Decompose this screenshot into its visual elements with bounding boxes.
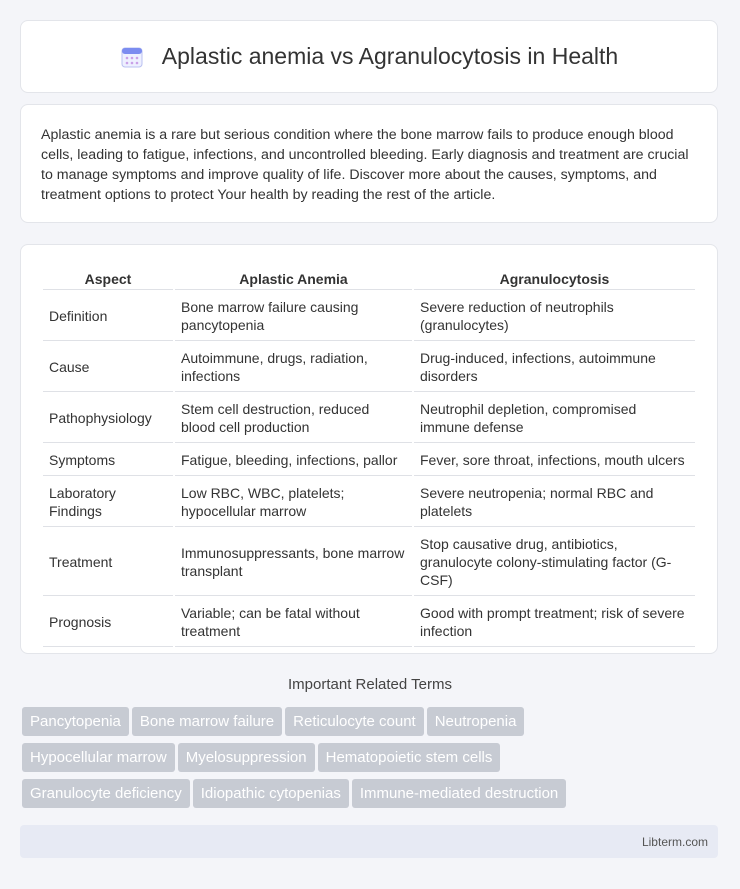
table-row: [43, 598, 695, 647]
table-cell: Low RBC, WBC, platelets; hypocellular marrow: [175, 478, 412, 527]
table-row: [43, 445, 695, 476]
table-row: [43, 394, 695, 443]
intro-text: Aplastic anemia is a rare but serious condition where the bone marrow fails to produce enough blood cells, leading to fatigue, infections, and uncontrolled bleeding. Early diagnosis and treatment are crucial to manage symptoms and improve quality of life. Discover more about the causes, symptoms, and treatment options to protect Your health by reading the rest of the article.: [41, 127, 689, 203]
related-term-tag[interactable]: Neutropenia: [427, 707, 525, 736]
intro-card: [20, 104, 718, 223]
table-row: [43, 529, 695, 596]
table-cell: Bone marrow failure causing pancytopenia: [175, 292, 412, 341]
table-row: [43, 343, 695, 392]
related-term-tag[interactable]: Bone marrow failure: [132, 707, 282, 736]
table-row: [43, 478, 695, 527]
table-cell: Neutrophil depletion, compromised immune defense: [414, 394, 695, 443]
table-cell: Autoimmune, drugs, radiation, infections: [175, 343, 412, 392]
column-header: Aplastic Anemia: [175, 265, 412, 290]
related-term-tag[interactable]: Granulocyte deficiency: [22, 779, 190, 808]
related-term-tag[interactable]: Reticulocyte count: [285, 707, 424, 736]
table-cell: Fatigue, bleeding, infections, pallor: [175, 445, 412, 476]
table-cell: Fever, sore throat, infections, mouth ulcers: [414, 445, 695, 476]
table-cell: Severe neutropenia; normal RBC and platelets: [414, 478, 695, 527]
table-cell: Laboratory Findings: [43, 478, 173, 527]
table-header-row: [43, 265, 695, 290]
table-cell: Treatment: [43, 529, 173, 596]
footer: [20, 825, 718, 858]
column-header: Aspect: [43, 265, 173, 290]
related-term-tag[interactable]: Hematopoietic stem cells: [318, 743, 501, 772]
page-title: Aplastic anemia vs Agranulocytosis in Health: [161, 43, 619, 69]
table-cell: Immunosuppressants, bone marrow transplant: [175, 529, 412, 596]
table-cell: Definition: [43, 292, 173, 341]
table-cell: Variable; can be fatal without treatment: [175, 598, 412, 647]
table-cell: Stop causative drug, antibiotics, granulocyte colony-stimulating factor (G-CSF): [414, 529, 695, 596]
table-row: [43, 292, 695, 341]
table-cell: Drug-induced, infections, autoimmune disorders: [414, 343, 695, 392]
related-terms-list: [22, 707, 722, 815]
table-cell: Cause: [43, 343, 173, 392]
footer-site-link[interactable]: Libterm.com: [641, 835, 708, 849]
table-cell: Severe reduction of neutrophils (granulocytes): [414, 292, 695, 341]
comparison-table: [41, 263, 697, 649]
comparison-card: [20, 244, 718, 654]
column-header: Agranulocytosis: [414, 265, 695, 290]
table-cell: Good with prompt treatment; risk of severe infection: [414, 598, 695, 647]
table-cell: Stem cell destruction, reduced blood cell production: [175, 394, 412, 443]
related-term-tag[interactable]: Idiopathic cytopenias: [193, 779, 349, 808]
calendar-icon: [120, 45, 144, 69]
title-card: [20, 20, 718, 93]
table-cell: Prognosis: [43, 598, 173, 647]
related-term-tag[interactable]: Hypocellular marrow: [22, 743, 175, 772]
table-cell: Symptoms: [43, 445, 173, 476]
related-terms-title: Important Related Terms: [288, 676, 452, 693]
related-term-tag[interactable]: Myelosuppression: [178, 743, 315, 772]
related-term-tag[interactable]: Pancytopenia: [22, 707, 129, 736]
table-cell: Pathophysiology: [43, 394, 173, 443]
related-term-tag[interactable]: Immune-mediated destruction: [352, 779, 566, 808]
